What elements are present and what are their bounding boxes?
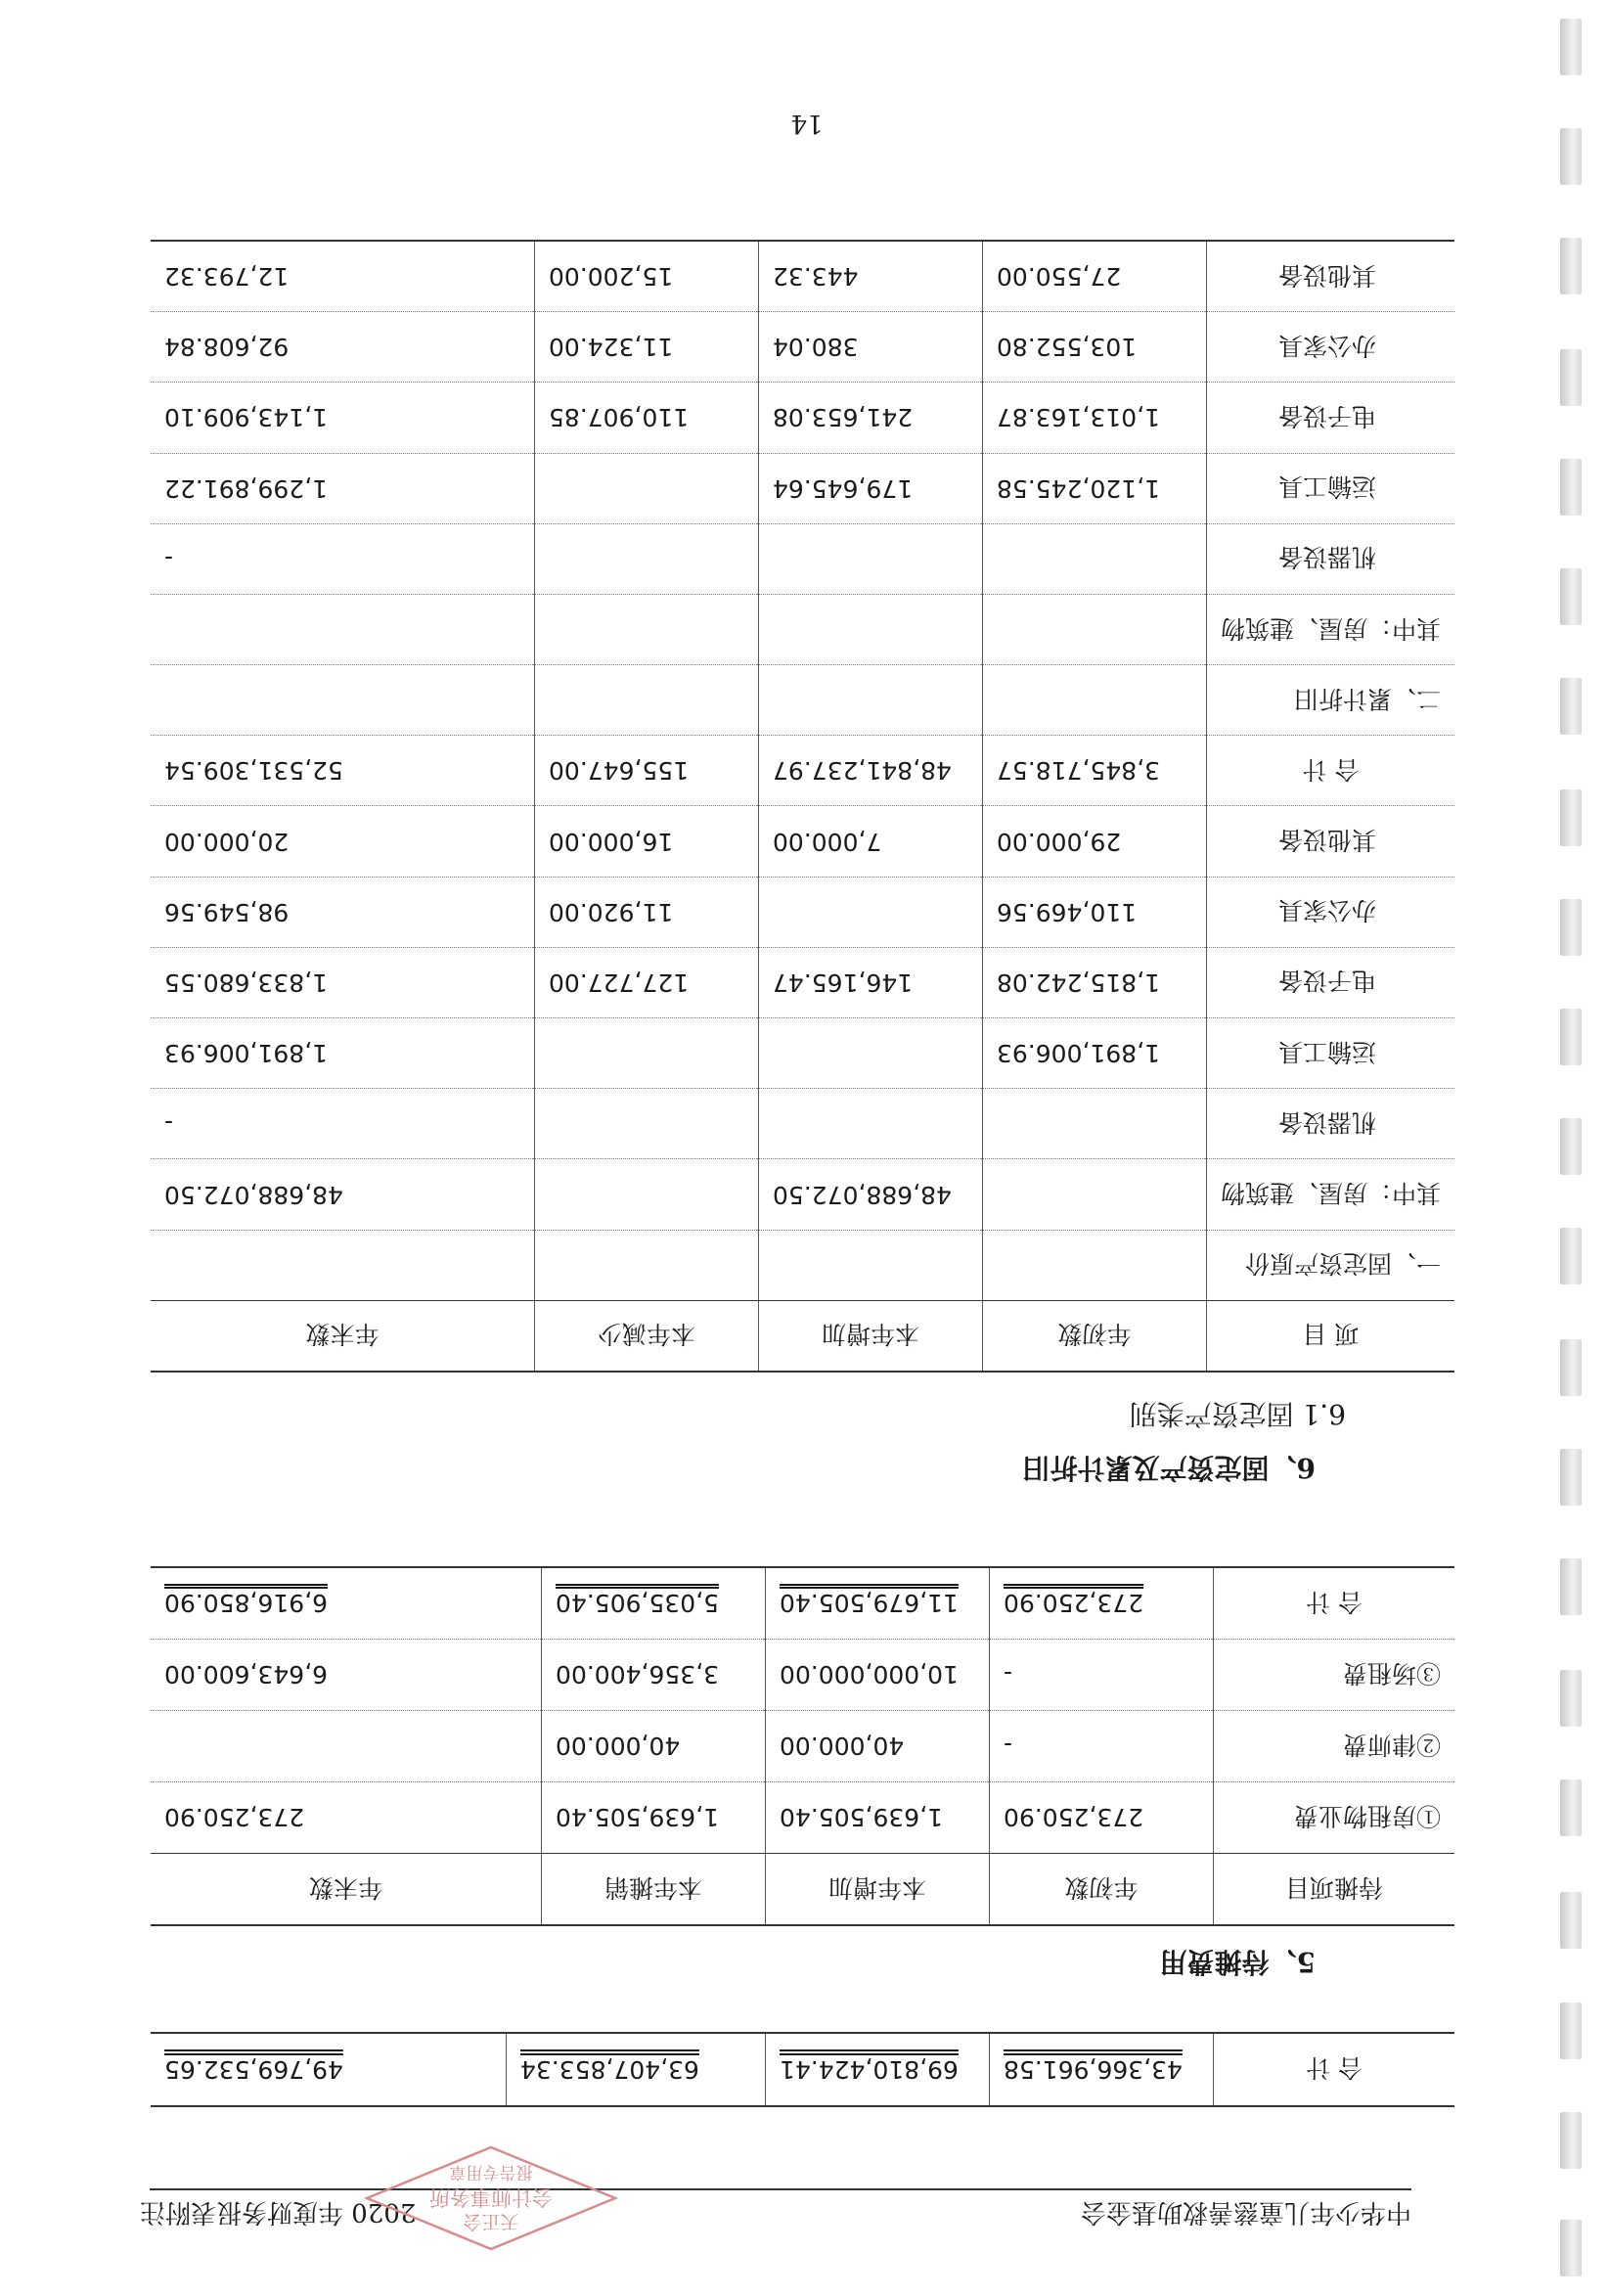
cell-value: 1,143,909.10: [151, 383, 534, 453]
cell-value: 110,907.85: [534, 383, 758, 453]
row-label: 机器设备: [1206, 523, 1454, 594]
cell-value: -: [151, 1089, 534, 1159]
cell-value: 52,531,309.54: [151, 736, 534, 806]
table-row: [151, 1018, 1454, 1089]
row-label: 运输工具: [1206, 453, 1454, 523]
cell-value: 1,891,006.93: [982, 1018, 1206, 1089]
table-header-row: [151, 1854, 1454, 1926]
table-row: [151, 383, 1454, 453]
cell-value: 1,299,891.22: [151, 453, 534, 523]
header-rule: [150, 2188, 1411, 2190]
cell-value: [534, 665, 758, 736]
row-label: ②律师费: [1214, 1711, 1455, 1782]
column-header: 年末数: [151, 1854, 542, 1926]
cell-value: 1,013,163.87: [982, 383, 1206, 453]
header-report: 2020 年度财务报表附注: [140, 2197, 417, 2227]
cell-value: 11,920.00: [534, 877, 758, 947]
cell-value: 380.04: [758, 312, 982, 383]
column-header: 本年摊销: [542, 1854, 766, 1926]
cell-value: 103,552.80: [982, 312, 1206, 383]
row-label: 其中：房屋、建筑物: [1206, 1159, 1454, 1230]
column-header: 本年增加: [766, 1854, 990, 1926]
column-header: 本年减少: [534, 1300, 758, 1372]
cell-value: 11,679,505.40: [780, 1589, 959, 1618]
table-row: [151, 1782, 1454, 1854]
cell-value: [982, 1159, 1206, 1230]
audit-stamp: [359, 2139, 623, 2257]
cell-value: 29,000.00: [982, 806, 1206, 877]
table-row: [151, 523, 1454, 594]
cell-value: [982, 1230, 1206, 1300]
cell-value: 179,645.64: [758, 453, 982, 523]
row-label: 二、累计折旧: [1206, 665, 1454, 736]
table-row: [151, 594, 1454, 664]
table-row: [151, 1230, 1454, 1300]
table-row: [151, 241, 1454, 312]
cell-value: 48,688,072.50: [758, 1159, 982, 1230]
row-label: 其他设备: [1206, 806, 1454, 877]
stamp-line-1: 天正会: [463, 2211, 519, 2232]
cell-value: 12,793.32: [151, 241, 534, 312]
cell-value: 6,643,600.00: [151, 1640, 542, 1711]
cell-value: [534, 453, 758, 523]
cell-value: 1,120,245.58: [982, 453, 1206, 523]
table-row: [151, 2033, 1454, 2106]
cell-value: [982, 523, 1206, 594]
cell-value: 48,688,072.50: [151, 1159, 534, 1230]
cell-value: [534, 1159, 758, 1230]
cell-value: -: [990, 1640, 1214, 1711]
row-label: 电子设备: [1206, 383, 1454, 453]
column-header: 年末数: [151, 1300, 534, 1372]
row-label: 其他设备: [1206, 241, 1454, 312]
cell-value: 7,000.00: [758, 806, 982, 877]
cell-value: 146,165.47: [758, 947, 982, 1017]
table-row: [151, 947, 1454, 1017]
prepaid-expenses-table: [151, 1566, 1454, 1926]
column-header: 项 目: [1206, 1300, 1454, 1372]
table-row: [151, 665, 1454, 736]
column-header: 本年增加: [758, 1300, 982, 1372]
cell-value: [151, 1711, 542, 1782]
table-row: [151, 877, 1454, 947]
row-label: ③场租费: [1214, 1640, 1455, 1711]
cell-value: [534, 594, 758, 664]
table-row: [151, 1711, 1454, 1782]
header-org: 中华少年儿童慈善救助基金会: [1080, 2197, 1411, 2227]
column-header: 待摊项目: [1214, 1854, 1455, 1926]
cell-value: 6,916,850.90: [164, 1589, 328, 1618]
row-label: 办公家具: [1206, 312, 1454, 383]
cell-value: 1,639,505.40: [542, 1782, 766, 1854]
total-value: 49,769,532.65: [164, 2055, 343, 2084]
cell-value: 1,833,680.55: [151, 947, 534, 1017]
cell-value: [534, 1089, 758, 1159]
cell-value: [758, 523, 982, 594]
page-header: [140, 2191, 1411, 2240]
table-row: [151, 1089, 1454, 1159]
row-label: 其中：房屋、建筑物: [1206, 594, 1454, 664]
cell-value: -: [990, 1711, 1214, 1782]
cell-value: 92,608.84: [151, 312, 534, 383]
table-row: [151, 1567, 1454, 1640]
cell-value: [151, 665, 534, 736]
cell-value: 273,250.90: [151, 1782, 542, 1854]
cell-value: 11,324.00: [534, 312, 758, 383]
section-title-prepaid: 5、待摊费用: [1159, 1946, 1316, 1978]
cell-value: 16,000.00: [534, 806, 758, 877]
table-row: [151, 312, 1454, 383]
cell-value: [982, 1089, 1206, 1159]
cell-value: 27,550.00: [982, 241, 1206, 312]
total-value: 69,810,424.41: [780, 2055, 959, 2084]
cell-value: 20,000.00: [151, 806, 534, 877]
table-row: [151, 736, 1454, 806]
cell-value: 15,200.00: [534, 241, 758, 312]
cell-value: [151, 594, 534, 664]
row-label: 电子设备: [1206, 947, 1454, 1017]
cell-value: -: [151, 523, 534, 594]
prior-table-total: [151, 2032, 1454, 2107]
row-label: 运输工具: [1206, 1018, 1454, 1089]
cell-value: 127,727.00: [534, 947, 758, 1017]
row-label: 办公家具: [1206, 877, 1454, 947]
cell-value: [758, 1018, 982, 1089]
cell-value: 1,891,006.93: [151, 1018, 534, 1089]
cell-value: 1,815,242.08: [982, 947, 1206, 1017]
cell-value: [758, 877, 982, 947]
section-title-fixed-assets: 6、固定资产及累计折旧: [1022, 1452, 1316, 1484]
subsection-title: 6.1 固定资产类别: [1129, 1398, 1346, 1430]
stamp-line-2: 会计师事务所: [429, 2185, 553, 2209]
cell-value: 5,035,905.40: [556, 1589, 719, 1618]
cell-value: 241,653.08: [758, 383, 982, 453]
cell-value: 40,000.00: [766, 1711, 990, 1782]
cell-value: [534, 1018, 758, 1089]
cell-value: 3,356,400.00: [542, 1640, 766, 1711]
cell-value: [151, 1230, 534, 1300]
cell-value: 273,250.90: [990, 1782, 1214, 1854]
cell-value: 3,845,718.57: [982, 736, 1206, 806]
cell-value: 48,841,237.97: [758, 736, 982, 806]
cell-value: 155,647.00: [534, 736, 758, 806]
cell-value: [982, 594, 1206, 664]
row-label: 一、固定资产原价: [1206, 1230, 1454, 1300]
row-label: 合 计: [1206, 736, 1454, 806]
cell-value: [534, 1230, 758, 1300]
stamp-line-3: 报告专用章: [449, 2162, 533, 2182]
row-label: 合 计: [1214, 1567, 1455, 1640]
cell-value: 98,549.56: [151, 877, 534, 947]
cell-value: 110,469.56: [982, 877, 1206, 947]
column-header: 年初数: [990, 1854, 1214, 1926]
page-number: 14: [790, 109, 824, 138]
table-row: [151, 453, 1454, 523]
total-value: 63,407,853.34: [520, 2055, 699, 2084]
cell-value: 443.32: [758, 241, 982, 312]
table-row: [151, 1640, 1454, 1711]
cell-value: 273,250.90: [1004, 1589, 1144, 1618]
cell-value: [758, 665, 982, 736]
fixed-assets-table: [151, 240, 1454, 1373]
cell-value: 1,639,505.40: [766, 1782, 990, 1854]
table-row: [151, 1159, 1454, 1230]
cell-value: 40,000.00: [542, 1711, 766, 1782]
row-label: ①房租物业费: [1214, 1782, 1455, 1854]
table-row: [151, 806, 1454, 877]
cell-value: [758, 1089, 982, 1159]
total-value: 43,366,961.58: [1004, 2055, 1183, 2084]
row-label: 机器设备: [1206, 1089, 1454, 1159]
cell-value: 10,000,000.00: [766, 1640, 990, 1711]
column-header: 年初数: [982, 1300, 1206, 1372]
table-header-row: [151, 1300, 1454, 1372]
cell-value: [982, 665, 1206, 736]
cell-value: [758, 594, 982, 664]
cell-value: [534, 523, 758, 594]
total-label: 合 计: [1214, 2033, 1455, 2106]
cell-value: [758, 1230, 982, 1300]
